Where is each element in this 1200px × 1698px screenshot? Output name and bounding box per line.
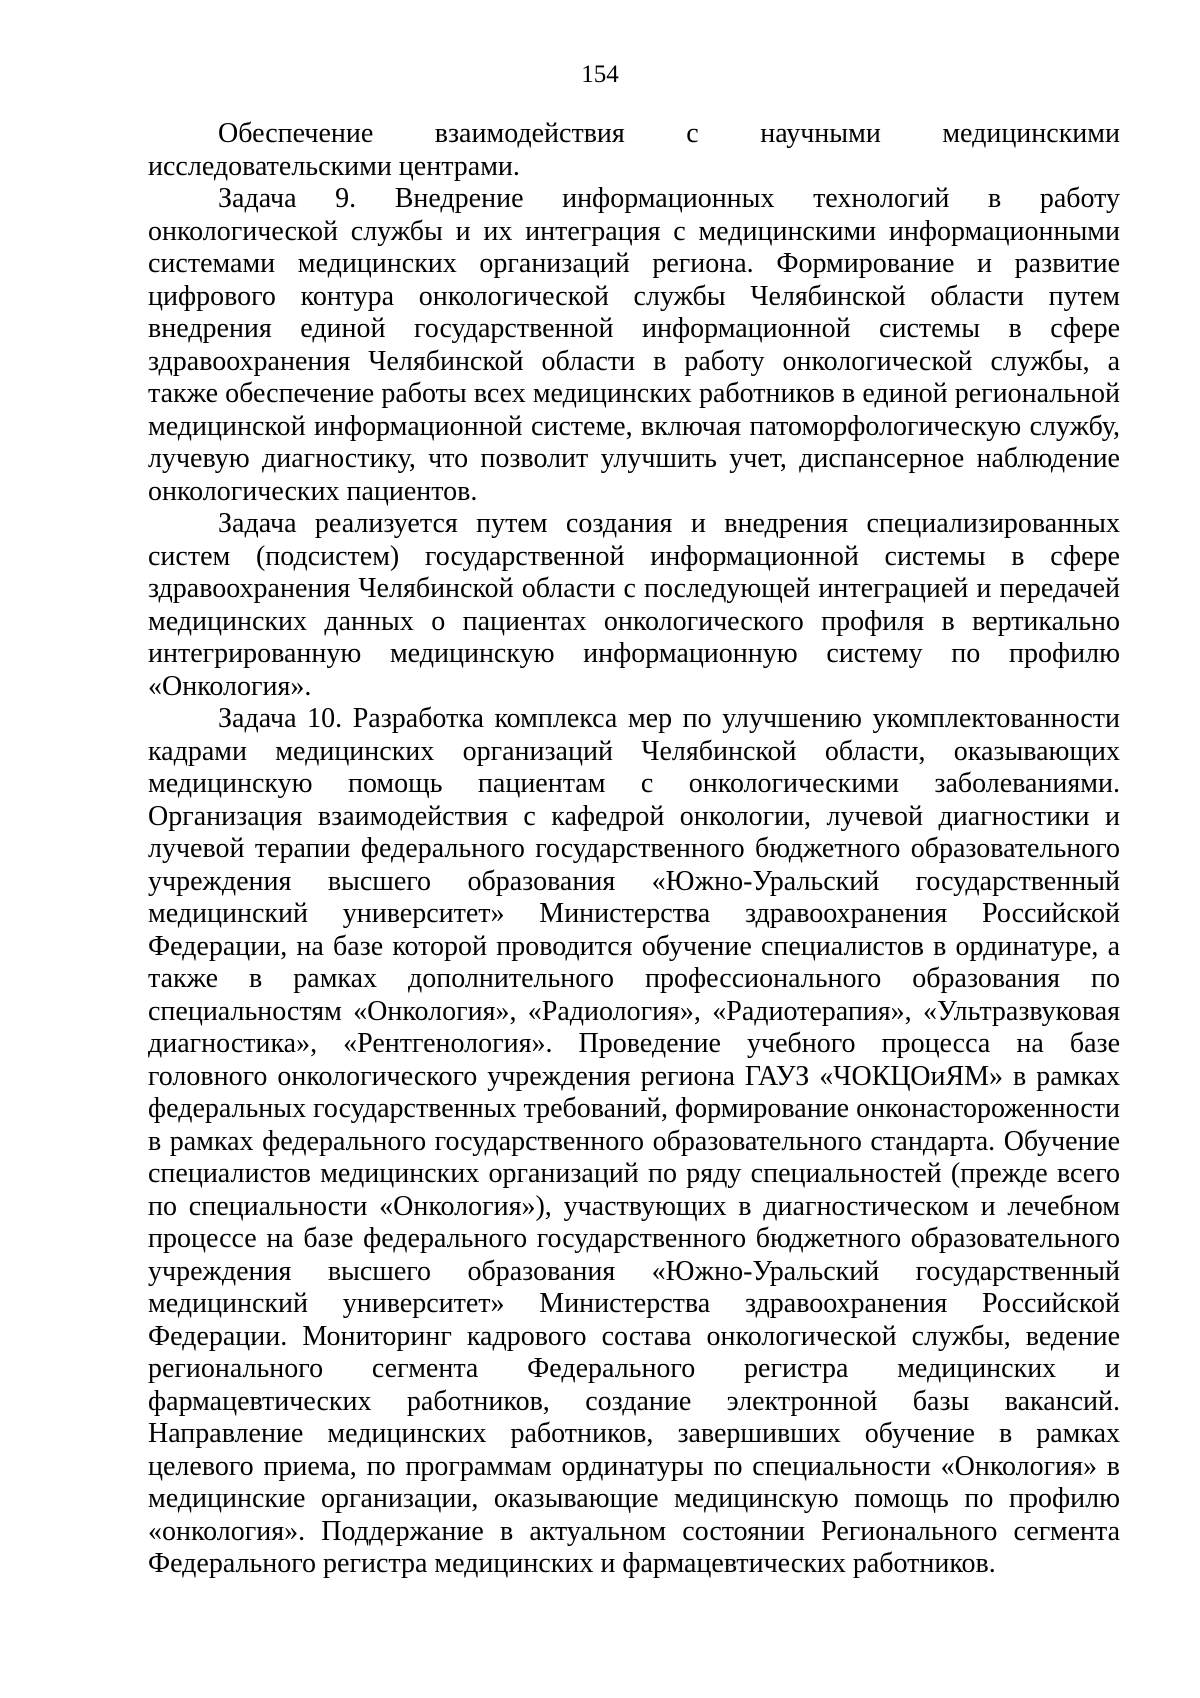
paragraph-interaction-centers: Обеспечение взаимодействия с научными медицинскими исследовательскими центрами.: [148, 118, 1120, 182]
document-body: [148, 118, 1120, 1581]
paragraph-task-10: Задача 10. Разработка комплекса мер по улучшению укомплектованности кадрами медицинских организаций Челябинской области, оказывающих медицинскую помощь пациентам с онкологическими заболеваниями. Организация взаимодействия с кафедрой онкологии, лучевой диагностики и лучевой терапии федерального государственного бюджетного образовательного учреждения высшего образования «Южно-Уральский государственный медицинский университет» Министерства здравоохранения Российской Федерации, на базе которой проводится обучение специалистов в ординатуре, а также в рамках дополнительного профессионального образования по специальностям «Онкология», «Радиология», «Радиотерапия», «Ультразвуковая диагностика», «Рентгенология». Проведение учебного процесса на базе головного онкологического учреждения региона ГАУЗ «ЧОКЦОиЯМ» в рамках федеральных государственных требований, формирование онконастороженности в рамках федерального государственного образовательного стандарта. Обучение специалистов медицинских организаций по ряду специальностей (прежде всего по специальности «Онкология»), участвующих в диагностическом и лечебном процессе на базе федерального государственного бюджетного образовательного учреждения высшего образования «Южно-Уральский государственный медицинский университет» Министерства здравоохранения Российской Федерации. Мониторинг кадрового состава онкологической службы, ведение регионального сегмента Федерального регистра медицинских и фармацевтических работников, создание электронной базы вакансий. Направление медицинских работников, завершивших обучение в рамках целевого приема, по программам ординатуры по специальности «Онкология» в медицинские организации, оказывающие медицинскую помощь по профилю «онкология». Поддержание в актуальном состоянии Регионального сегмента Федерального регистра медицинских и фармацевтических работников.: [148, 703, 1120, 1579]
page-number: 154: [581, 61, 619, 88]
paragraph-task-9: Задача 9. Внедрение информационных технологий в работу онкологической службы и их интеграция с медицинскими информационными системами медицинских организаций региона. Формирование и развитие цифрового контура онкологической службы Челябинской области путем внедрения единой государственной информационной системы в сфере здравоохранения Челябинской области в работу онкологической службы, а также обеспечение работы всех медицинских работников в единой региональной медицинской информационной системе, включая патоморфологическую службу, лучевую диагностику, что позволит улучшить учет, диспансерное наблюдение онкологических пациентов.: [148, 183, 1120, 507]
paragraph-task-implementation: Задача реализуется путем создания и внедрения специализированных систем (подсистем) государственной информационной системы в сфере здравоохранения Челябинской области с последующей интеграцией и передачей медицинских данных о пациентах онкологического профиля в вертикально интегрированную медицинскую информационную систему по профилю «Онкология».: [148, 508, 1120, 702]
